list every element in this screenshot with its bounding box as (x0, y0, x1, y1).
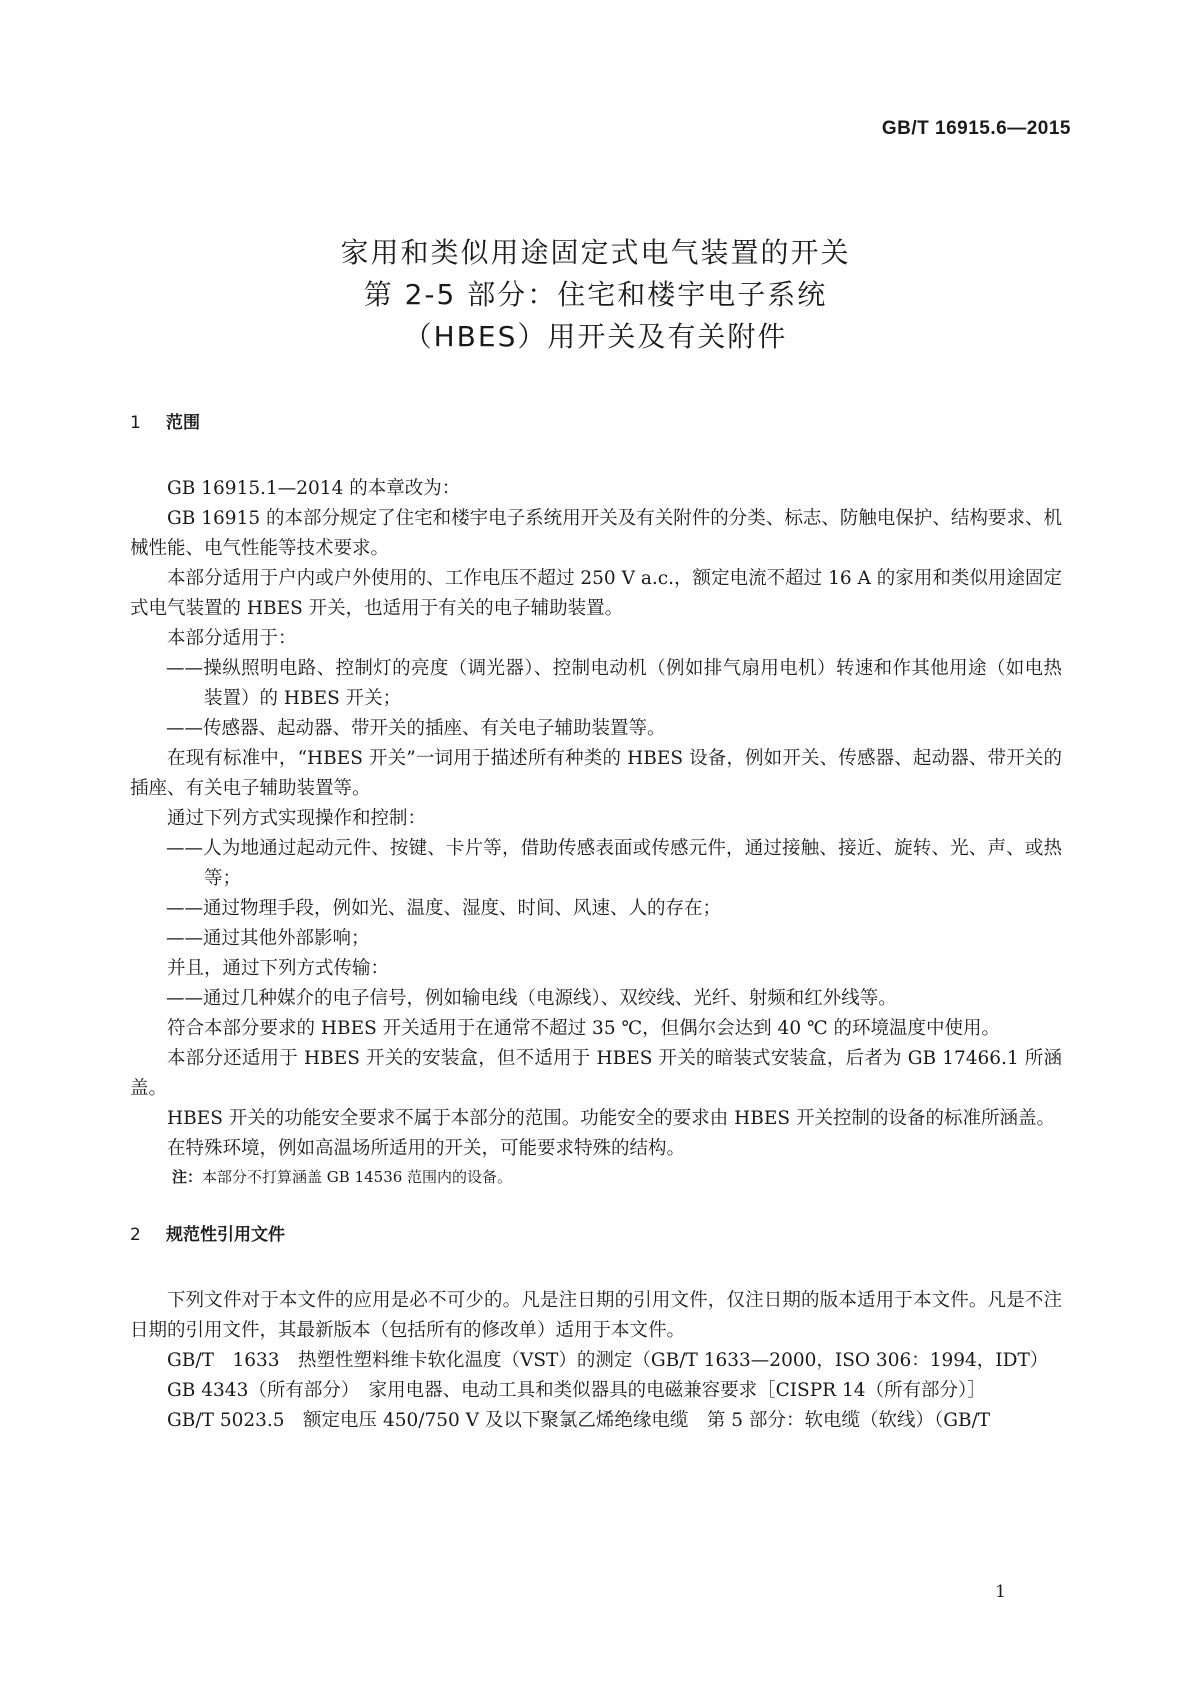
note-text: 本部分不打算涵盖 GB 14536 范围内的设备。 (202, 1168, 513, 1186)
dash-list-item: ——通过几种媒介的电子信号，例如输电线（电源线）、双绞线、光纤、射频和红外线等。 (166, 988, 897, 1009)
dash-list-item: ——人为地通过起动元件、按键、卡片等，借助传感表面或传感元件，通过接触、接近、旋转、光、声、或热等； (166, 838, 1062, 889)
paragraph: 通过下列方式实现操作和控制： (167, 808, 427, 829)
note (130, 1164, 1062, 1190)
paragraph: 符合本部分要求的 HBES 开关适用于在通常不超过 35 ℃，但偶尔会达到 40 ℃ 的环境温度中使用。 (167, 1018, 1001, 1039)
paragraph: 本部分适用于户内或户外使用的、工作电压不超过 250 V a.c.，额定电流不超过 16 A 的家用和类似用途固定式电气装置的 HBES 开关，也适用于有关的电子辅助装置。 (130, 568, 1062, 619)
dash-list-item: ——传感器、起动器、带开关的插座、有关电子辅助装置等。 (166, 718, 666, 739)
document-body (130, 408, 1062, 1436)
page-number: 1 (995, 1582, 1006, 1602)
reference-item: GB 4343（所有部分） 家用电器、电动工具和类似器具的电磁兼容要求［CISPR 14（所有部分）］ (167, 1380, 986, 1401)
dash-list-item: ——操纵照明电路、控制灯的亮度（调光器）、控制电动机（例如排气扇用电机）转速和作其他用途（如电热装置）的 HBES 开关； (166, 658, 1062, 709)
reference-item: GB/T 1633 热塑性塑料维卡软化温度（VST）的测定（GB/T 1633—2000，ISO 306：1994，IDT） (167, 1350, 1049, 1371)
section-1-number: 1 (130, 413, 141, 433)
paragraph: 在现有标准中，“HBES 开关”一词用于描述所有种类的 HBES 设备，例如开关、传感器、起动器、带开关的插座、有关电子辅助装置等。 (130, 748, 1062, 799)
title-line-3: （HBES）用开关及有关附件 (403, 320, 788, 353)
section-2-heading (130, 1220, 1062, 1250)
section-2-title: 规范性引用文件 (166, 1225, 285, 1245)
title-line-1: 家用和类似用途固定式电气装置的开关 (340, 236, 851, 269)
note-label: 注： (172, 1168, 203, 1186)
paragraph: 本部分适用于： (167, 628, 297, 649)
dash-list-item: ——通过物理手段，例如光、温度、湿度、时间、风速、人的存在； (166, 898, 722, 919)
section-2-number: 2 (130, 1225, 141, 1245)
title-line-2: 第 2-5 部分：住宅和楼宇电子系统 (363, 278, 828, 311)
dash-list-item: ——通过其他外部影响； (166, 928, 370, 949)
paragraph: 在特殊环境，例如高温场所适用的开关，可能要求特殊的结构。 (167, 1138, 686, 1159)
standard-code: GB/T 16915.6—2015 (881, 118, 1071, 139)
document-title (0, 232, 1191, 358)
section-1-heading (130, 408, 1062, 438)
paragraph: 下列文件对于本文件的应用是必不可少的。凡是注日期的引用文件，仅注日期的版本适用于本文件。凡是不注日期的引用文件，其最新版本（包括所有的修改单）适用于本文件。 (130, 1290, 1062, 1341)
paragraph: HBES 开关的功能安全要求不属于本部分的范围。功能安全的要求由 HBES 开关控制的设备的标准所涵盖。 (167, 1108, 1055, 1129)
paragraph: GB 16915.1—2014 的本章改为： (167, 478, 461, 499)
paragraph: GB 16915 的本部分规定了住宅和楼宇电子系统用开关及有关附件的分类、标志、防触电保护、结构要求、机械性能、电气性能等技术要求。 (130, 508, 1062, 559)
paragraph: 并且，通过下列方式传输： (167, 958, 390, 979)
paragraph: 本部分还适用于 HBES 开关的安装盒，但不适用于 HBES 开关的暗装式安装盒，后者为 GB 17466.1 所涵盖。 (130, 1048, 1062, 1099)
reference-item: GB/T 5023.5 额定电压 450/750 V 及以下聚氯乙烯绝缘电缆 第 5 部分：软电缆（软线）（GB/T (167, 1410, 991, 1431)
section-1-title: 范围 (166, 413, 200, 433)
